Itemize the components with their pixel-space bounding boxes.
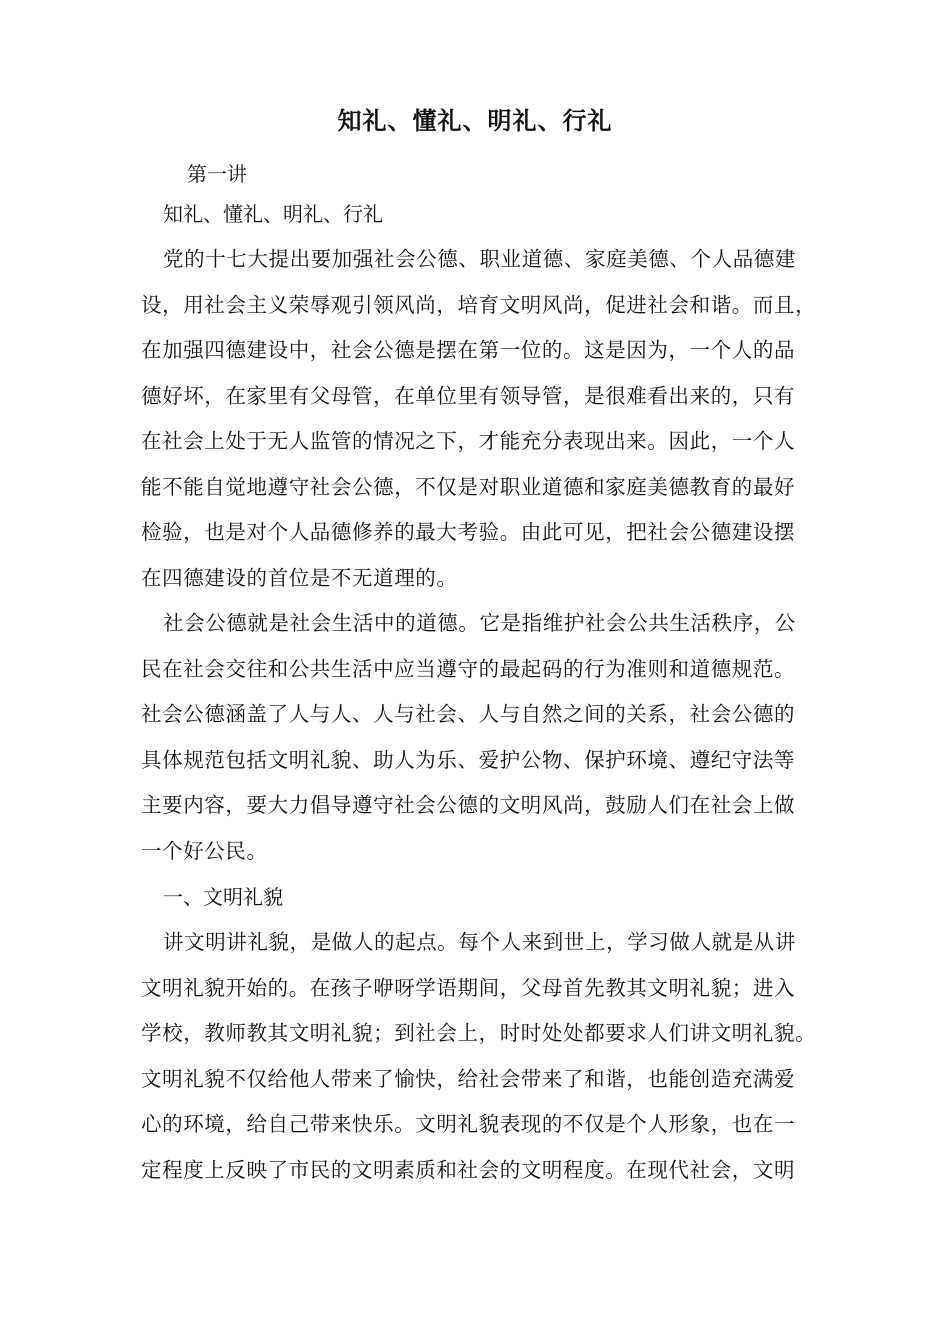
document-subtitle: 知礼、懂礼、明礼、行礼 <box>163 202 383 226</box>
paragraph-line: 一个好公民。 <box>141 838 268 863</box>
paragraph-line: 设，用社会主义荣辱观引领风尚，培育文明风尚，促进社会和谐。而且， <box>141 292 817 317</box>
paragraph-line: 德好坏，在家里有父母管，在单位里有领导管，是很难看出来的，只有 <box>141 383 796 408</box>
paragraph-line: 文明礼貌不仅给他人带来了愉快，给社会带来了和谐，也能创造充满爱 <box>141 1066 796 1091</box>
paragraph-line: 在四德建设的首位是不无道理的。 <box>141 565 458 590</box>
paragraph-2 <box>141 601 821 874</box>
section-heading: 一、文明礼貌 <box>163 885 283 909</box>
paragraph-line: 定程度上反映了市民的文明素质和社会的文明程度。在现代社会，文明 <box>141 1157 796 1182</box>
lecture-heading: 第一讲 <box>187 162 247 186</box>
paragraph-line: 社会公德涵盖了人与人、人与社会、人与自然之间的关系，社会公德的 <box>141 702 796 726</box>
paragraph-line: 在加强四德建设中，社会公德是摆在第一位的。这是因为，一个人的品 <box>141 338 796 362</box>
paragraph-line: 民在社会交往和公共生活中应当遵守的最起码的行为准则和道德规范。 <box>141 656 796 681</box>
document-title: 知礼、懂礼、明礼、行礼 <box>337 107 613 135</box>
paragraph-line: 具体规范包括文明礼貌、助人为乐、爱护公物、保护环境、遵纪守法等 <box>141 747 796 772</box>
paragraph-3 <box>141 920 821 1193</box>
paragraph-line: 文明礼貌开始的。在孩子咿呀学语期间，父母首先教其文明礼貌；进入 <box>141 975 796 1000</box>
paragraph-line: 社会公德就是社会生活中的道德。它是指维护社会公共生活秩序，公 <box>163 611 796 635</box>
paragraph-line: 主要内容，要大力倡导遵守社会公德的文明风尚，鼓励人们在社会上做 <box>141 793 796 817</box>
paragraph-line: 检验，也是对个人品德修养的最大考验。由此可见，把社会公德建设摆 <box>141 520 796 544</box>
paragraph-line: 党的十七大提出要加强社会公德、职业道德、家庭美德、个人品德建 <box>163 247 796 271</box>
paragraph-line: 能不能自觉地遵守社会公德，不仅是对职业道德和家庭美德教育的最好 <box>141 474 796 499</box>
paragraph-1 <box>141 237 821 601</box>
paragraph-line: 心的环境，给自己带来快乐。文明礼貌表现的不仅是个人形象，也在一 <box>141 1112 796 1136</box>
paragraph-line: 学校，教师教其文明礼貌；到社会上，时时处处都要求人们讲文明礼貌。 <box>141 1021 817 1045</box>
paragraph-line: 在社会上处于无人监管的情况之下，才能充分表现出来。因此，一个人 <box>141 429 796 453</box>
paragraph-line: 讲文明讲礼貌，是做人的起点。每个人来到世上，学习做人就是从讲 <box>163 930 796 954</box>
